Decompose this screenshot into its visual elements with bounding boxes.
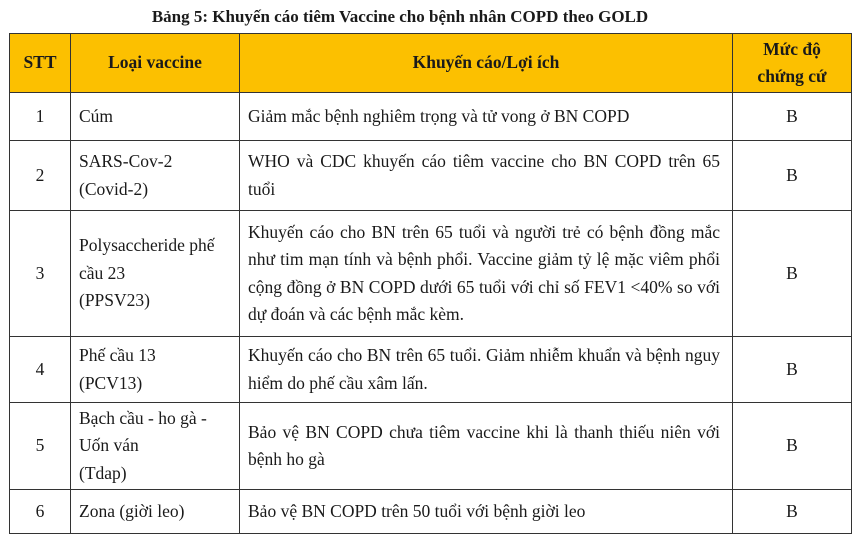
table-row — [10, 93, 852, 141]
cell-recommendation: WHO và CDC khuyến cáo tiêm vaccine cho BN COPD trên 65 tuổi — [240, 141, 733, 211]
cell-evidence: B — [733, 337, 852, 403]
vaccine-table — [9, 33, 852, 534]
cell-vaccine: Polysaccheride phế cầu 23 (PPSV23) — [71, 211, 240, 337]
table-row — [10, 211, 852, 337]
cell-evidence: B — [733, 141, 852, 211]
cell-vaccine: SARS-Cov-2 (Covid-2) — [71, 141, 240, 211]
header-evidence-level: Mức độ chứng cứ — [733, 34, 852, 93]
header-stt: STT — [10, 34, 71, 93]
cell-stt: 2 — [10, 141, 71, 211]
cell-vaccine: Phế cầu 13 (PCV13) — [71, 337, 240, 403]
cell-recommendation: Bảo vệ BN COPD chưa tiêm vaccine khi là thanh thiếu niên với bệnh ho gà — [240, 403, 733, 490]
cell-vaccine: Cúm — [71, 93, 240, 141]
cell-stt: 1 — [10, 93, 71, 141]
table-row — [10, 403, 852, 490]
header-vaccine-type: Loại vaccine — [71, 34, 240, 93]
table-row — [10, 337, 852, 403]
table-caption: Bảng 5: Khuyến cáo tiêm Vaccine cho bệnh nhân COPD theo GOLD — [151, 7, 649, 26]
table-row — [10, 490, 852, 534]
cell-recommendation: Bảo vệ BN COPD trên 50 tuổi với bệnh giời leo — [240, 490, 733, 534]
cell-vaccine: Zona (giời leo) — [71, 490, 240, 534]
cell-evidence: B — [733, 211, 852, 337]
cell-stt: 6 — [10, 490, 71, 534]
table-row — [10, 141, 852, 211]
cell-stt: 5 — [10, 403, 71, 490]
cell-stt: 3 — [10, 211, 71, 337]
cell-vaccine: Bạch cầu - ho gà - Uốn ván (Tdap) — [71, 403, 240, 490]
table-header-row — [10, 34, 852, 93]
cell-evidence: B — [733, 490, 852, 534]
header-recommendation: Khuyến cáo/Lợi ích — [240, 34, 733, 93]
cell-recommendation: Giảm mắc bệnh nghiêm trọng và tử vong ở BN COPD — [240, 93, 733, 141]
cell-recommendation: Khuyến cáo cho BN trên 65 tuổi và người trẻ có bệnh đồng mắc như tim mạn tính và bệnh phổi. Vaccine giảm tỷ lệ mặc viêm phổi cộng đồng ở BN COPD dưới 65 tuổi với chỉ số FEV1 <40% so với dự đoán và các bệnh mắc kèm. — [240, 211, 733, 337]
cell-stt: 4 — [10, 337, 71, 403]
cell-recommendation: Khuyến cáo cho BN trên 65 tuổi. Giảm nhiễm khuẩn và bệnh nguy hiểm do phế cầu xâm lấn. — [240, 337, 733, 403]
cell-evidence: B — [733, 93, 852, 141]
cell-evidence: B — [733, 403, 852, 490]
